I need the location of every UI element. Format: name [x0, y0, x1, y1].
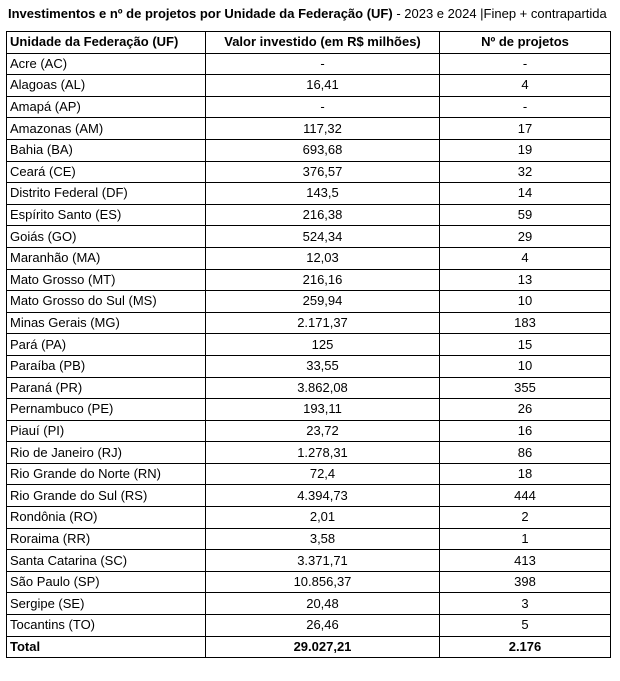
cell-uf: Piauí (PI): [7, 420, 206, 442]
cell-valor: 23,72: [206, 420, 440, 442]
table-row: [7, 161, 611, 183]
cell-uf: Espírito Santo (ES): [7, 204, 206, 226]
cell-uf: Acre (AC): [7, 53, 206, 75]
cell-projetos: 59: [440, 204, 611, 226]
table-row: [7, 75, 611, 97]
table-row: [7, 593, 611, 615]
table-row: [7, 571, 611, 593]
cell-uf: Sergipe (SE): [7, 593, 206, 615]
cell-uf: Pará (PA): [7, 334, 206, 356]
cell-uf: Mato Grosso (MT): [7, 269, 206, 291]
table-row: [7, 528, 611, 550]
cell-valor: 4.394,73: [206, 485, 440, 507]
cell-valor: 1.278,31: [206, 442, 440, 464]
table-row: [7, 53, 611, 75]
header-uf: Unidade da Federação (UF): [7, 32, 206, 54]
cell-uf: Pernambuco (PE): [7, 399, 206, 421]
cell-valor: 3.862,08: [206, 377, 440, 399]
cell-uf: Distrito Federal (DF): [7, 183, 206, 205]
title-main: Investimentos e nº de projetos por Unidade da Federação (UF): [8, 6, 393, 21]
table-row: [7, 247, 611, 269]
table-row: [7, 334, 611, 356]
cell-uf: Mato Grosso do Sul (MS): [7, 291, 206, 313]
table-row: [7, 312, 611, 334]
cell-valor: 16,41: [206, 75, 440, 97]
cell-valor: 193,11: [206, 399, 440, 421]
table-row: [7, 226, 611, 248]
cell-valor: 72,4: [206, 463, 440, 485]
cell-projetos: 4: [440, 75, 611, 97]
cell-uf: Total: [7, 636, 206, 658]
cell-projetos: 13: [440, 269, 611, 291]
cell-projetos: 16: [440, 420, 611, 442]
cell-uf: Paraíba (PB): [7, 355, 206, 377]
cell-projetos: 355: [440, 377, 611, 399]
cell-projetos: 2.176: [440, 636, 611, 658]
cell-valor: 125: [206, 334, 440, 356]
cell-projetos: 2: [440, 507, 611, 529]
table-body: [7, 53, 611, 658]
cell-uf: Alagoas (AL): [7, 75, 206, 97]
table-row: [7, 420, 611, 442]
cell-projetos: 26: [440, 399, 611, 421]
cell-valor: 693,68: [206, 139, 440, 161]
cell-uf: São Paulo (SP): [7, 571, 206, 593]
cell-projetos: 3: [440, 593, 611, 615]
table-row: [7, 183, 611, 205]
cell-projetos: 15: [440, 334, 611, 356]
cell-uf: Goiás (GO): [7, 226, 206, 248]
cell-valor: 2,01: [206, 507, 440, 529]
cell-projetos: 10: [440, 355, 611, 377]
cell-projetos: 86: [440, 442, 611, 464]
cell-projetos: 10: [440, 291, 611, 313]
cell-projetos: 413: [440, 550, 611, 572]
cell-valor: 3.371,71: [206, 550, 440, 572]
cell-valor: 259,94: [206, 291, 440, 313]
cell-valor: 117,32: [206, 118, 440, 140]
cell-uf: Amapá (AP): [7, 96, 206, 118]
cell-projetos: 444: [440, 485, 611, 507]
cell-uf: Santa Catarina (SC): [7, 550, 206, 572]
uf-investment-table: [6, 31, 611, 658]
table-row: [7, 96, 611, 118]
cell-valor: 26,46: [206, 615, 440, 637]
cell-valor: 143,5: [206, 183, 440, 205]
cell-projetos: 5: [440, 615, 611, 637]
cell-valor: 10.856,37: [206, 571, 440, 593]
cell-projetos: 14: [440, 183, 611, 205]
title-subtitle: - 2023 e 2024 |Finep + contrapartida: [392, 6, 607, 21]
table-header-row: [7, 32, 611, 54]
table-row: [7, 442, 611, 464]
cell-uf: Rio Grande do Norte (RN): [7, 463, 206, 485]
header-projetos: Nº de projetos: [440, 32, 611, 54]
cell-projetos: 1: [440, 528, 611, 550]
cell-valor: 2.171,37: [206, 312, 440, 334]
table-row: [7, 204, 611, 226]
page-title: [8, 6, 607, 22]
cell-projetos: 398: [440, 571, 611, 593]
cell-projetos: 17: [440, 118, 611, 140]
total-row: [7, 636, 611, 658]
cell-projetos: 183: [440, 312, 611, 334]
cell-uf: Paraná (PR): [7, 377, 206, 399]
cell-uf: Rio Grande do Sul (RS): [7, 485, 206, 507]
cell-projetos: 18: [440, 463, 611, 485]
cell-valor: 33,55: [206, 355, 440, 377]
table-row: [7, 269, 611, 291]
table-row: [7, 615, 611, 637]
cell-projetos: 29: [440, 226, 611, 248]
table-row: [7, 507, 611, 529]
cell-projetos: 32: [440, 161, 611, 183]
cell-valor: 20,48: [206, 593, 440, 615]
cell-valor: 3,58: [206, 528, 440, 550]
table-row: [7, 550, 611, 572]
cell-projetos: -: [440, 53, 611, 75]
cell-uf: Roraima (RR): [7, 528, 206, 550]
cell-valor: -: [206, 53, 440, 75]
table-row: [7, 377, 611, 399]
header-valor: Valor investido (em R$ milhões): [206, 32, 440, 54]
cell-uf: Ceará (CE): [7, 161, 206, 183]
table-row: [7, 139, 611, 161]
cell-valor: 216,38: [206, 204, 440, 226]
cell-valor: 29.027,21: [206, 636, 440, 658]
cell-projetos: -: [440, 96, 611, 118]
cell-uf: Bahia (BA): [7, 139, 206, 161]
table-row: [7, 485, 611, 507]
cell-projetos: 4: [440, 247, 611, 269]
table-row: [7, 399, 611, 421]
cell-valor: -: [206, 96, 440, 118]
table-row: [7, 118, 611, 140]
cell-valor: 216,16: [206, 269, 440, 291]
cell-valor: 376,57: [206, 161, 440, 183]
table-row: [7, 463, 611, 485]
cell-valor: 524,34: [206, 226, 440, 248]
cell-uf: Minas Gerais (MG): [7, 312, 206, 334]
cell-valor: 12,03: [206, 247, 440, 269]
table-row: [7, 355, 611, 377]
cell-uf: Maranhão (MA): [7, 247, 206, 269]
cell-projetos: 19: [440, 139, 611, 161]
cell-uf: Rondônia (RO): [7, 507, 206, 529]
table-row: [7, 291, 611, 313]
cell-uf: Tocantins (TO): [7, 615, 206, 637]
cell-uf: Rio de Janeiro (RJ): [7, 442, 206, 464]
cell-uf: Amazonas (AM): [7, 118, 206, 140]
